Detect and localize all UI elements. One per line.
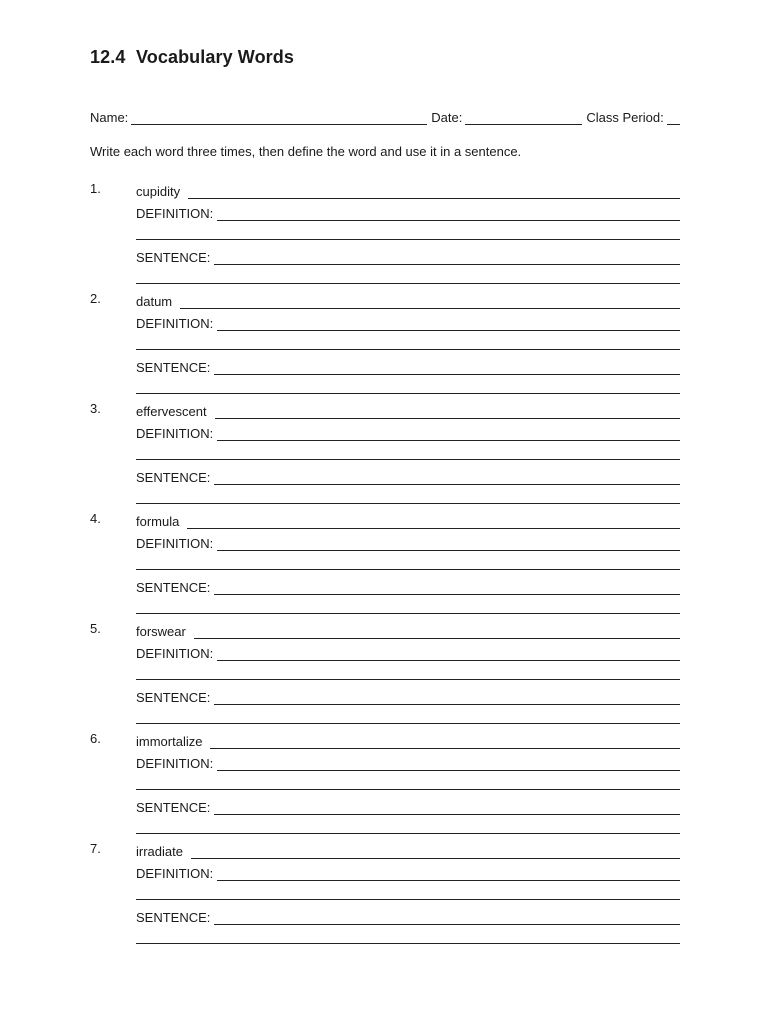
definition-line-2[interactable] <box>136 665 680 680</box>
word-practice-row <box>136 291 680 309</box>
definition-label: DEFINITION: <box>136 866 214 881</box>
definition-label: DEFINITION: <box>136 206 214 221</box>
sentence-row <box>136 577 680 595</box>
definition-line-2[interactable] <box>136 885 680 900</box>
page-title <box>90 47 294 68</box>
title-text: Vocabulary Words <box>136 47 294 67</box>
sentence-row <box>136 797 680 815</box>
vocab-word: datum <box>136 294 173 309</box>
word-practice-row <box>136 731 680 749</box>
word-practice-row <box>136 181 680 199</box>
definition-row <box>136 643 680 661</box>
entry-number: 3. <box>90 401 101 416</box>
word-practice-row <box>136 401 680 419</box>
name-label: Name: <box>90 110 129 125</box>
sentence-row <box>136 247 680 265</box>
sentence-label: SENTENCE: <box>136 580 211 595</box>
definition-row <box>136 423 680 441</box>
definition-label: DEFINITION: <box>136 316 214 331</box>
definition-row <box>136 533 680 551</box>
definition-line[interactable] <box>217 646 680 661</box>
word-practice-line[interactable] <box>194 624 680 639</box>
vocab-word: immortalize <box>136 734 203 749</box>
vocab-entry <box>90 731 680 841</box>
name-field[interactable] <box>131 110 427 125</box>
definition-line[interactable] <box>217 866 680 881</box>
definition-label: DEFINITION: <box>136 536 214 551</box>
class-period-label: Class Period: <box>586 110 664 125</box>
student-info-row <box>90 107 680 125</box>
sentence-line-2[interactable] <box>136 269 680 284</box>
sentence-line[interactable] <box>214 250 680 265</box>
sentence-row <box>136 467 680 485</box>
sentence-line-2[interactable] <box>136 819 680 834</box>
vocab-entry <box>90 621 680 731</box>
vocab-entry <box>90 511 680 621</box>
sentence-label: SENTENCE: <box>136 470 211 485</box>
sentence-line[interactable] <box>214 910 680 925</box>
sentence-line[interactable] <box>214 800 680 815</box>
vocab-word: cupidity <box>136 184 181 199</box>
entry-number: 6. <box>90 731 101 746</box>
vocab-word: formula <box>136 514 180 529</box>
vocab-entry <box>90 291 680 401</box>
sentence-line-2[interactable] <box>136 489 680 504</box>
definition-row <box>136 313 680 331</box>
entry-number: 4. <box>90 511 101 526</box>
vocab-entry <box>90 401 680 511</box>
entry-number: 7. <box>90 841 101 856</box>
vocab-word: irradiate <box>136 844 183 859</box>
sentence-line-2[interactable] <box>136 379 680 394</box>
definition-line-2[interactable] <box>136 555 680 570</box>
definition-line[interactable] <box>217 426 680 441</box>
date-label: Date: <box>431 110 463 125</box>
vocab-entry <box>90 181 680 291</box>
definition-line-2[interactable] <box>136 335 680 350</box>
vocab-word: forswear <box>136 624 186 639</box>
sentence-line-2[interactable] <box>136 599 680 614</box>
sentence-label: SENTENCE: <box>136 910 211 925</box>
class-period-field[interactable] <box>667 110 680 125</box>
sentence-label: SENTENCE: <box>136 690 211 705</box>
definition-line-2[interactable] <box>136 445 680 460</box>
word-practice-row <box>136 841 680 859</box>
sentence-line[interactable] <box>214 360 680 375</box>
word-practice-row <box>136 621 680 639</box>
sentence-line[interactable] <box>214 690 680 705</box>
sentence-label: SENTENCE: <box>136 800 211 815</box>
definition-line[interactable] <box>217 756 680 771</box>
sentence-line[interactable] <box>214 580 680 595</box>
sentence-label: SENTENCE: <box>136 250 211 265</box>
definition-label: DEFINITION: <box>136 756 214 771</box>
definition-row <box>136 753 680 771</box>
sentence-label: SENTENCE: <box>136 360 211 375</box>
vocab-word: effervescent <box>136 404 207 419</box>
definition-line[interactable] <box>217 206 680 221</box>
word-practice-line[interactable] <box>210 734 680 749</box>
word-practice-line[interactable] <box>180 294 680 309</box>
definition-label: DEFINITION: <box>136 646 214 661</box>
word-practice-line[interactable] <box>188 184 680 199</box>
definition-line-2[interactable] <box>136 225 680 240</box>
word-practice-line[interactable] <box>191 844 680 859</box>
sentence-line-2[interactable] <box>136 709 680 724</box>
definition-line[interactable] <box>217 536 680 551</box>
instructions: Write each word three times, then define the word and use it in a sentence. <box>90 144 522 159</box>
sentence-line[interactable] <box>214 470 680 485</box>
entry-number: 1. <box>90 181 101 196</box>
entry-number: 5. <box>90 621 101 636</box>
definition-label: DEFINITION: <box>136 426 214 441</box>
date-field[interactable] <box>465 110 582 125</box>
word-practice-line[interactable] <box>187 514 680 529</box>
word-practice-row <box>136 511 680 529</box>
sentence-row <box>136 357 680 375</box>
definition-line-2[interactable] <box>136 775 680 790</box>
vocab-entry <box>90 841 680 951</box>
sentence-row <box>136 687 680 705</box>
definition-line[interactable] <box>217 316 680 331</box>
word-practice-line[interactable] <box>215 404 680 419</box>
entry-number: 2. <box>90 291 101 306</box>
sentence-line-2[interactable] <box>136 929 680 944</box>
section-number: 12.4 <box>90 47 126 67</box>
definition-row <box>136 203 680 221</box>
sentence-row <box>136 907 680 925</box>
definition-row <box>136 863 680 881</box>
